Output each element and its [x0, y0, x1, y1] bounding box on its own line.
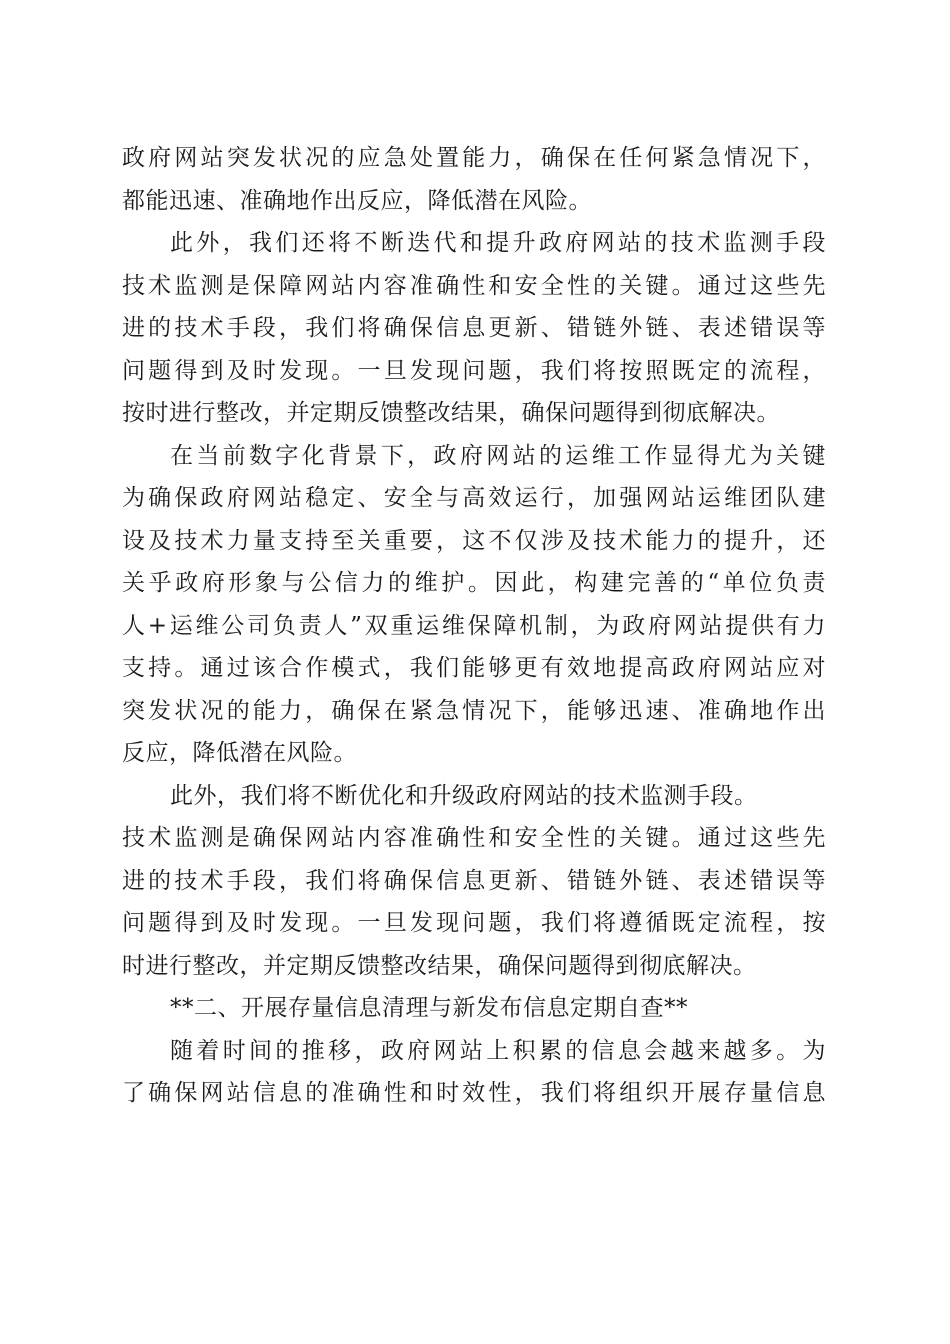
text-line: 为确保政府网站稳定、安全与高效运行，加强网站运维团队建	[122, 485, 826, 511]
paragraph-4	[122, 775, 826, 988]
text-line: 随着时间的推移，政府网站上积累的信息会越来越多。为	[170, 1037, 826, 1064]
text-line: 都能迅速、准确地作出反应，降低潜在风险。	[122, 187, 592, 214]
section-heading	[122, 987, 826, 1030]
text-line: 了确保网站信息的准确性和时效性，我们将组织开展存量信息	[122, 1080, 826, 1106]
text-line: 技术监测是确保网站内容准确性和安全性的关键。通过这些先	[122, 825, 826, 851]
paragraph-3	[122, 435, 826, 775]
text-line: 在当前数字化背景下，政府网站的运维工作显得尤为关键	[170, 442, 826, 469]
text-line: 进的技术手段，我们将确保信息更新、错链外链、表述错误等	[122, 315, 826, 341]
text-line: 时进行整改，并定期反馈整改结果，确保问题得到彻底解决。	[122, 952, 757, 979]
text-line: 此外，我们还将不断迭代和提升政府网站的技术监测手段	[170, 230, 826, 256]
paragraph-2	[122, 222, 826, 435]
text-line: 问题得到及时发现。一旦发现问题，我们将遵循既定流程，按	[122, 910, 826, 936]
document-body	[122, 137, 826, 1115]
text-line: 反应，降低潜在风险。	[122, 740, 357, 766]
text-line: 按时进行整改，并定期反馈整改结果，确保问题得到彻底解决。	[122, 400, 780, 426]
text-line: 问题得到及时发现。一旦发现问题，我们将按照既定的流程，	[122, 357, 826, 384]
text-line: 此外，我们将不断优化和升级政府网站的技术监测手段。	[170, 782, 758, 809]
text-line: 设及技术力量支持至关重要，这不仅涉及技术能力的提升，还	[122, 527, 826, 554]
text-line: 进的技术手段，我们将确保信息更新、错链外链、表述错误等	[122, 867, 826, 894]
paragraph-6	[122, 1030, 826, 1115]
text-line: 支持。通过该合作模式，我们能够更有效地提高政府网站应对	[122, 655, 826, 681]
text-line: 技术监测是保障网站内容准确性和安全性的关键。通过这些先	[122, 272, 826, 299]
text-line: 关乎政府形象与公信力的维护。因此，构建完善的“单位负责	[122, 570, 826, 596]
text-line: 政府网站突发状况的应急处置能力，确保在任何紧急情况下，	[122, 145, 826, 171]
heading-text: **二、开展存量信息清理与新发布信息定期自查**	[170, 995, 688, 1021]
text-line: 突发状况的能力，确保在紧急情况下，能够迅速、准确地作出	[122, 697, 826, 724]
text-line: 人+运维公司负责人”双重运维保障机制，为政府网站提供有力	[122, 612, 826, 639]
paragraph-1	[122, 137, 826, 222]
